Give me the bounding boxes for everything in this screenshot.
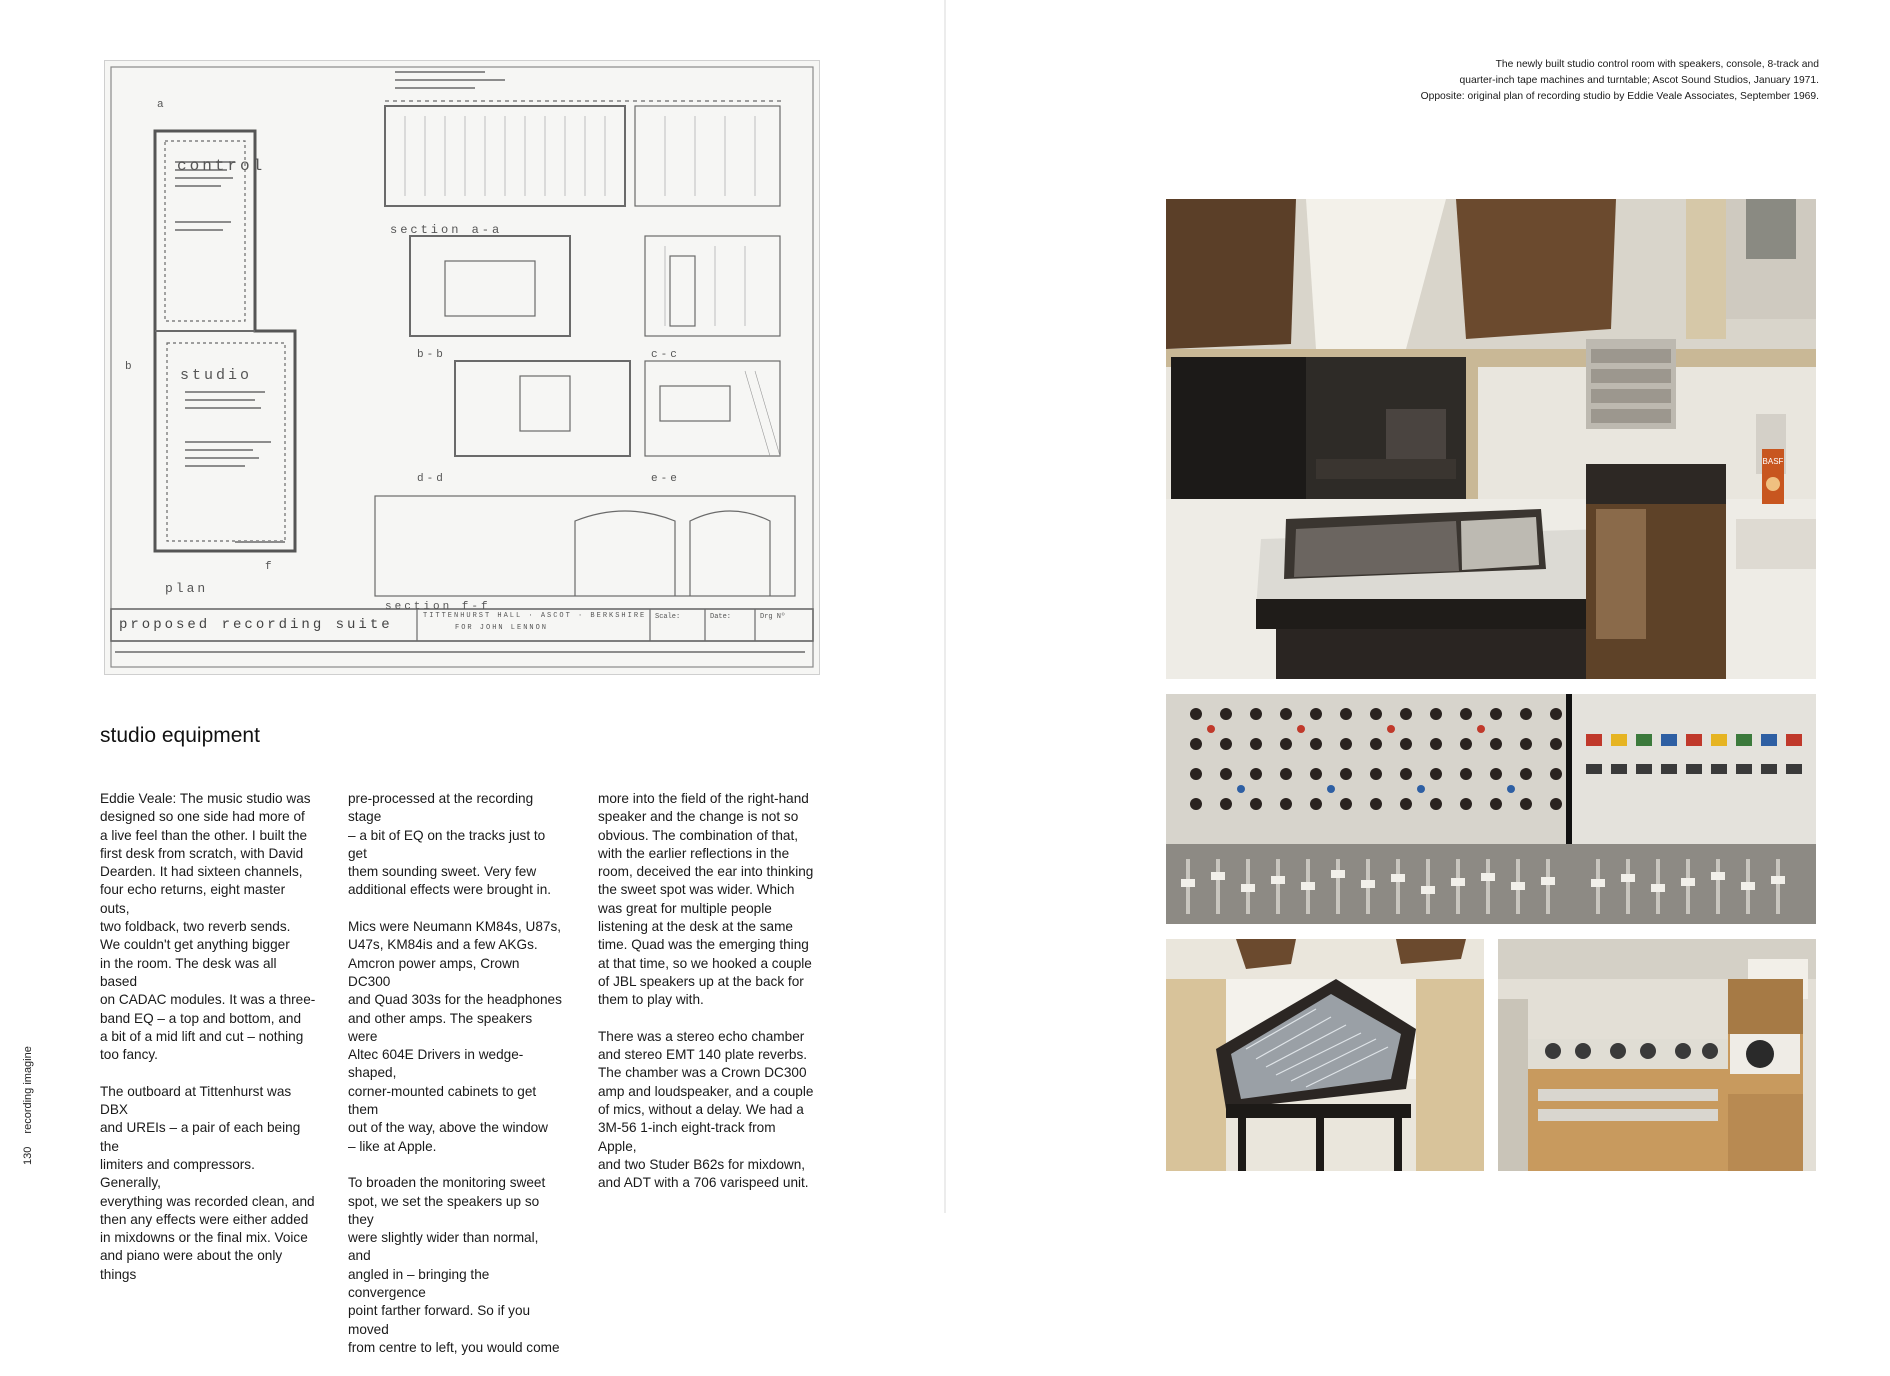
blueprint-label-bb: b-b xyxy=(417,349,446,361)
paragraph: There was a stereo echo chamber and stereo EMT 140 plate reverbs. The chamber was a Crown DC300 amp and loudspeaker, and a couple of mics, without a delay. We had a 3M-56 1-inch eight-track from Apple, and two Studer B62s for mixdown, and ADT with a 706 varispeed unit. xyxy=(598,1028,814,1191)
spread-gutter xyxy=(944,0,946,1213)
blueprint-label-a: a xyxy=(157,99,167,111)
paragraph: more into the field of the right-hand speaker and the change is not so obvious. The combination of that, with the earlier reflections in the room, deceived the ear into thinking the sweet spot was wider. Which was great for multiple people listening at the desk at the same time. Quad was the emerging thing at that time, so we hooked a couple of JBL speakers up at the back for them to play with. xyxy=(598,791,814,1008)
control-room-photo xyxy=(1166,199,1816,679)
blueprint-label-studio: studio xyxy=(180,367,253,384)
paragraph: To broaden the monitoring sweet spot, we set the speakers up so they were slightly wider than normal, and angled in – bringing the convergence point farther forward. So if you moved from centre to left, you would come xyxy=(348,1175,560,1355)
paragraph: Mics were Neumann KM84s, U87s, U47s, KM84is and a few AKGs. Amcron power amps, Crown DC300 and Quad 303s for the headphones and other amps. The speakers were Altec 604E Drivers in wedge-shaped, corner-mounted cabinets to get them out of the way, above the window – like at Apple. xyxy=(348,919,562,1154)
blueprint-client-line1: TITTENHURST HALL · ASCOT · BERKSHIRE xyxy=(423,612,647,620)
blueprint-label-b: b xyxy=(125,361,135,373)
blueprint-client-line2: FOR JOHN LENNON xyxy=(455,624,549,632)
blueprint-plan-image xyxy=(104,60,820,675)
tape-box-label: BASF xyxy=(1762,457,1784,466)
folio xyxy=(22,1036,34,1165)
blueprint-drg-label: Drg Nº xyxy=(760,613,786,621)
blueprint-label-section-aa: section a-a xyxy=(390,223,503,237)
text-column-1 xyxy=(100,790,316,1302)
caption-line: The newly built studio control room with speakers, console, 8-track and xyxy=(1495,59,1819,70)
paragraph: Eddie Veale: The music studio was designed so one side had more of a live feel than the other. I built the first desk from scratch, with David Dearden. It had sixteen channels, four echo returns, eight master outs, two foldback, two reverb sends. We couldn't get anything bigger in the room. The desk was all based on CADAC modules. It was a three- band EQ – a top and bottom, and a bit of a mid lift and cut – nothing too fancy. xyxy=(100,791,316,1063)
blueprint-label-plan: plan xyxy=(165,581,209,596)
section-heading: studio equipment xyxy=(100,724,260,747)
tape-machines-photo xyxy=(1498,939,1816,1171)
blueprint-label-cc: c-c xyxy=(651,349,680,361)
blueprint-label-f: f xyxy=(265,561,275,573)
page-number: 130 xyxy=(22,1146,34,1165)
blueprint-scale-label: Scale: xyxy=(655,613,681,621)
caption-line: Opposite: original plan of recording studio by Eddie Veale Associates, September 1969. xyxy=(1420,91,1819,102)
paragraph: pre-processed at the recording stage – a bit of EQ on the tracks just to get them sounding sweet. Very few additional effects were brought in. xyxy=(348,791,552,898)
blueprint-title: proposed recording suite xyxy=(119,617,393,633)
text-column-2 xyxy=(348,790,564,1376)
caption-line: quarter-inch tape machines and turntable; Ascot Sound Studios, January 1971. xyxy=(1459,75,1819,86)
running-title: recording imagine xyxy=(22,1046,34,1134)
console-closeup-photo xyxy=(1166,694,1816,924)
paragraph: The outboard at Tittenhurst was DBX and UREIs – a pair of each being the limiters and compressors. Generally, everything was recorded clean, and then any effects were either added in mixdowns or the final mix. Voice and piano were about the only things xyxy=(100,1083,315,1282)
blueprint-label-ee: e-e xyxy=(651,473,680,485)
blueprint-label-dd: d-d xyxy=(417,473,446,485)
desk-construction-photo xyxy=(1166,939,1484,1171)
blueprint-label-control: control xyxy=(177,157,266,175)
text-column-3 xyxy=(598,790,814,1211)
photo-caption xyxy=(1379,57,1819,105)
blueprint-date-label: Date: xyxy=(710,613,732,621)
blueprint-label-section-ff: section f-f xyxy=(385,601,491,613)
